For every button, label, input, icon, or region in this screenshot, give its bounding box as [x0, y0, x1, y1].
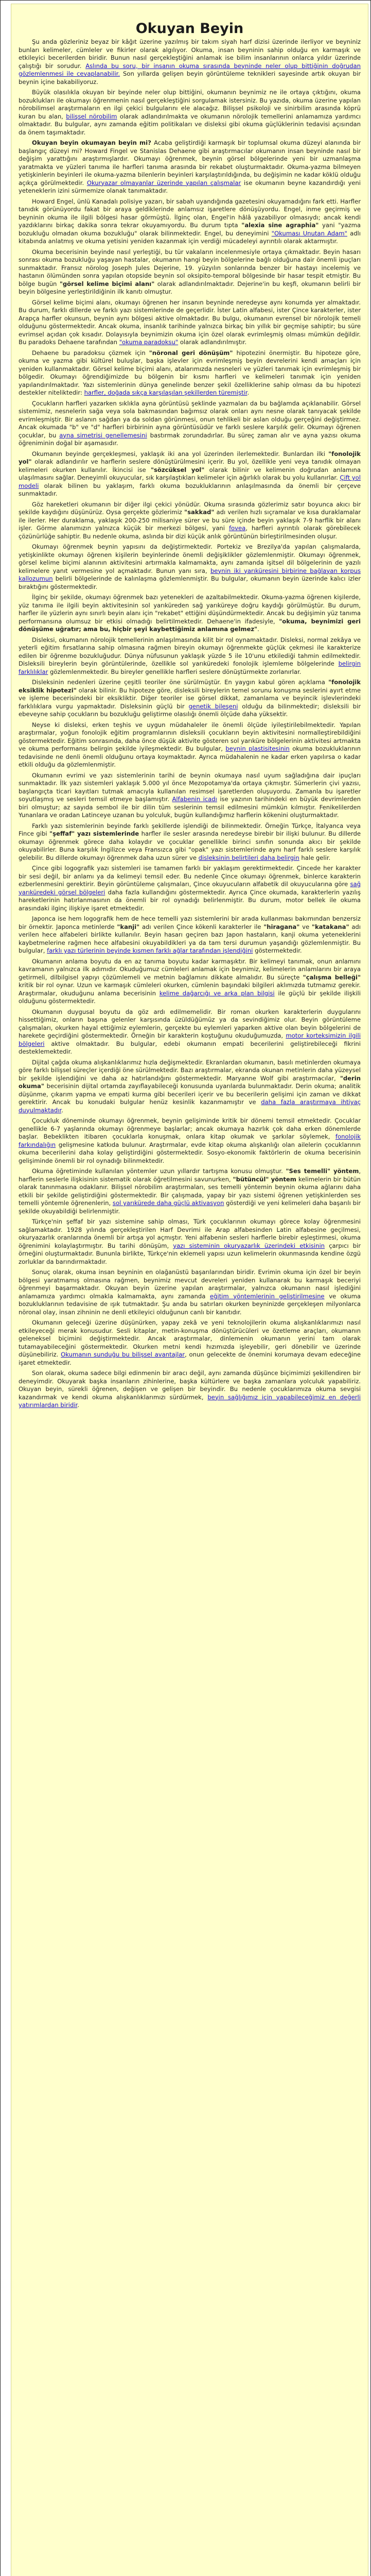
paragraph — [19, 1008, 361, 1056]
text-run: Çocukluk döneminde okumayı öğrenmek, beynin gelişiminde kritik bir dönemi temsil etmektedir. Çocuklar genellikle 6-7 yaşlarında okumayı öğrenmeye başlarlar; ancak okumaya hazırlık çok daha erken dönemlerde başlar. Bebeklikten itibaren çocuklarla konuşmak, onlara kitap okumak ve şarkılar söylemek, — [19, 1117, 361, 1140]
text-run: Okuma öğretiminde kullanılan yöntemler uzun yıllardır tartışma konusu olmuştur. — [32, 1167, 286, 1175]
text-run: Okumanın evrimi ve yazı sistemlerinin tarihi de beynin okumaya nasıl uyum sağladığına dair ipuçları sunmaktadır. İlk yazı sistemleri yaklaşık 5.000 yıl önce Mezopotamya'da ortaya çıkmıştır. Sümerlerin çivi yazısı, başlangıçta ticari kayıtları tutmak amacıyla kullanılan resimsel işaretlerden oluşuyordu. Zamanla bu işaretler soyutlaşmış ve sesleri temsil etmeye başlamıştır. — [19, 771, 361, 803]
text-run: olarak bilinir ve kelimenin doğrudan anlamına ulaşılmasını sağlar. Deneyimli okuyucular, sık karşılaştıkları kelimeler için ağırlıklı olarak bu yolu kullanırlar. — [19, 466, 361, 481]
inline-link[interactable]: eğitim yöntemlerinin geliştirilmesine — [209, 1292, 325, 1300]
paragraph — [19, 1268, 361, 1316]
text-run: ile güçlü bir şekilde ilişkili olduğunu göstermektedir. — [19, 989, 361, 1005]
text-run: kritik bir rol oynar. Uzun ve karmaşık cümleleri okurken, cümlenin başındaki bilgileri aklımızda tutmamız gerekir. Araştırmalar, okuduğunu anlama becerisinin — [19, 981, 361, 997]
text-run: . — [77, 1401, 79, 1409]
bold-text: Okuyan beyin okumayan beyin mi? — [32, 139, 154, 146]
paragraph — [19, 1117, 361, 1165]
paragraph — [19, 594, 361, 634]
text-run: bastırmak zorundadırlar. Bu süreç zaman alır ve ayna yazısı okuma öğreniminin doğal bir aşamasıdır. — [19, 431, 361, 447]
inline-link[interactable]: "Okuması Unutan Adam" — [271, 229, 347, 237]
article-body — [19, 38, 361, 2576]
text-run: olarak bilinen bu yaklaşım, farklı okuma bozukluklarının anlaşılmasında da önemli bir çerçeve sunmaktadır. — [19, 482, 361, 497]
bold-text: "şeffaf" yazı sistemlerinde — [49, 830, 139, 837]
text-run: ise yazının tarihindeki en büyük devrimlerden biri olmuştur; az sayıda sembol ile bir dilin tüm seslerinin temsil edilmesini mümkün kılmıştır. Fenikelilerden Yunanlara ve oradan Latinceye uzanan bu yolculuk, bugün kullandığımız harflerin kökenini oluşturmaktadır. — [19, 795, 361, 819]
text-run: daha fazla kullandığını göstermektedir. Ayrıca Çince okumada, karakterlerin yazılış hareketlerinin hatırlanmasının da önemli bir rol oynadığı belirlenmiştir. Bu durum, motor bellek ile okuma arasındaki ilginç ilişkiye işaret etmektedir. — [19, 888, 361, 912]
text-run: , harflerin seslerle ilişkisinin sistematik olarak öğretilmesini savunurken, — [19, 1167, 361, 1183]
text-run: Disleksi, okumanın nörolojik temellerinin anlaşılmasında kilit bir rol oynamaktadır. Disleksi, normal zekâya ve yeterli eğitim fırsatlarına sahip olmasına rağmen bireyin okumayı öğrenmekte güçlük çekmesi ile karakterize edilen bir öğrenme bozukluğudur. Dünya nüfusunun yaklaşık yüzde 5 ile 10'unu etkilediği tahmin edilmektedir. Disleksili bireylerin beyin görüntülerinde, özellikle sol yarıküredeki fonolojik işlemleme bölgelerinde — [19, 636, 361, 667]
text-run: . — [247, 389, 250, 396]
paragraph — [19, 349, 361, 397]
text-run: adlı kitabında anlatmış ve okuma yetisini yeniden kazanmak için verdiği mücadeleyi ayrıntılı olarak aktarmıştır. — [19, 229, 361, 245]
paragraph — [19, 89, 361, 137]
text-run: ise okumanın beyne kazandırdığı yeni yeteneklerin izini sürmemize olanak tanımaktadır. — [19, 179, 361, 194]
text-run: Farklı yazı sistemlerinin beyinde farklı şekillerde işlendiği de bilinmektedir. Örneğin Türkçe, İtalyanca veya Fince gibi — [19, 822, 361, 837]
article-panel — [11, 4, 368, 2576]
text-run: gelişmesine katkıda bulunur. Araştırmalar, evde kitap okuma alışkanlığı olan ailelerin çocuklarının okuma becerilerini daha kolay geliştirdiğini göstermektedir. Sosyo-ekonomik faktörlerin de okuma becerisinin gelişiminde önemli bir rol oynadığı bilinmektedir. — [19, 1141, 361, 1164]
text-run: Çocukların harfleri yazarken sıklıkla ayna görüntüsü şeklinde yazmaları da bu bağlamda açıklanabilir. Görsel sistemimiz, nesnelerin sağa veya sola bakmasından bağımsız olarak onları aynı nesne olarak tanıyacak şekilde evrimleşmiştir. Bir aslanın sağdan ya da soldan görünmesi, onun tehlikeli bir aslan olduğu gerçeğini değiştirmez. Ancak okumada "b" ve "d" harfleri birbirinin ayna görüntüsüdür ve farklı seslere karşılık gelir. Okumayı öğrenen çocuklar, bu — [19, 399, 361, 439]
text-run: Okuma becerisinin beyinde nasıl yerleştiği, bu tür vakaların incelenmesiyle ortaya çıkmaktadır. Beyin hasarı sonrası okuma bozukluğu yaşayan hastalar, okumanın hangi beyin bölgelerine bağlı olduğuna dair önemli ipuçları sunmaktadır. Fransız nörolog Joseph Jules Dejerine, 19. yüzyılın sonlarında benzer bir hastayı incelemiş ve hastanın ölümünden sonra yapılan otopside beynin sol oksipito-temporal bölgesinde bir hasar tespit etmiştir. Bu bölge bugün — [19, 248, 361, 287]
bold-text: "kanji" — [117, 923, 140, 930]
inline-link[interactable]: fonolojik farkındalığın — [19, 1133, 361, 1148]
paragraph — [19, 772, 361, 820]
bold-text: "fonolojik eksiklik hipotezi" — [19, 679, 361, 694]
text-run: Disleksinin nedenleri üzerine çeşitli teoriler öne sürülmüştür. En yaygın kabul gören açıklama — [32, 679, 329, 686]
text-run: Acaba geliştirdiği karmaşık bir toplumsal okuma düzeyi alanında bir başlangıç düzeyi mi? Howard Fingel ve Stanislas Dehaene gibi araştırmacılar okumanın insan beyninde nasıl bir değişim yarattığını araştırmışlardır. Okumayı öğrenmek, beynin görsel bölgelerinde yeni bir uzmanlaşma yaratmakta ve yüzleri tanıma ile harfleri tanıma arasında bir rekabet oluşturmaktadır. Okuma-yazma bilmeyen yetişkinlerin beyinleri ile okuma-yazma bilenlerin beyinleri karşılaştırıldığında, bu değişimin ne kadar köklü olduğu açıkça görülmektedir. — [19, 139, 361, 187]
inline-link[interactable]: disleksinin belirtileri daha belirgin — [198, 854, 299, 861]
paragraph — [19, 299, 361, 347]
inline-link[interactable]: harfler, doğada sıkça karşılaşılan şekillerden türemiştir — [84, 389, 248, 396]
paragraph — [19, 679, 361, 719]
inline-link[interactable]: farklı yazı türlerinin beyinde kısmen farklı ağlar tarafından işlendiğini — [47, 947, 253, 954]
inline-link[interactable]: belirgin farklılıklar — [19, 660, 361, 675]
text-run: Göz hareketleri okumanın bir diğer ilgi çekici yönüdür. Okuma sırasında gözlerimiz satır boyunca akıcı bir şekilde kaydığını düşünürüz. Oysa gerçekte gözlerimiz — [19, 500, 361, 516]
text-run: olarak adlandırılır ve harflerin seslere dönüştürülmesini içerir. Bu yol, özellikle yeni veya tanıdık olmayan kelimeleri okurken kullanılır. İkincisi ise — [19, 458, 361, 473]
inline-link[interactable]: motor korteksimizin ilgili bölgeleri — [19, 1032, 361, 1047]
text-run: olarak adlandırılmıştır. — [178, 338, 247, 346]
text-run: Okumanın geleceği üzerine düşünürken, yapay zekâ ve yeni teknolojilerin okuma alışkanlıklarımızı nasıl etkileyeceği merak konusudur. Sesli kitaplar, metin-konuşma dönüştürücüleri ve özetleme araçları, okumanın geleneksel biçimini değiştirmektedir. Ancak araştırmalar, dinlemenin okumanın yerini tam olarak tutamayabileceğini göstermektedir. Okurken metni kendi hızımızda işleyebilir, geri dönebilir ve üzerinde düşünebiliriz. — [19, 1319, 361, 1358]
text-run: Görsel kelime biçimi alanı, okumayı öğrenen her insanın beyninde neredeyse aynı konumda yer almaktadır. Bu durum, farklı dillerde ve farklı yazı sistemlerinde de geçerlidir. İster Latin alfabesi, ister Çince karakterler, ister Arapça harfler okunsun, beynin aynı bölgesi aktive olmaktadır. Bu bulgu, okumanın evrensel bir nörolojik temeli olduğunu göstermektedir. Ancak okuma, insanlık tarihinde yalnızca birkaç bin yıllık bir geçmişe sahiptir; bu süre evrimsel açıdan çok kısadır. Dolayısıyla beynimizin okuma için özel olarak evrimleşmiş olması mümkün değildir. Bu paradoks Dehaene tarafından — [19, 298, 361, 346]
text-run: göstermektedir. — [253, 947, 302, 954]
bold-text: "bütüncül" yöntem — [233, 1175, 296, 1183]
inline-link[interactable]: beynin plastisitesinin — [225, 745, 290, 752]
inline-link[interactable]: bilişsel nörobilim — [66, 112, 117, 120]
text-run: harfler ile sesler arasında neredeyse birebir bir ilişki bulunur. Bu dillerde okumayı öğrenmek görece daha kolaydır ve çocuklar genellikle birinci sınıfın sonunda akıcı bir şekilde okuyabilirler. Buna karşılık İngilizce veya Fransızca gibi "opak" yazı sistemlerinde aynı harf farklı seslere karşılık gelebilir. Bu dillerde okumayı öğrenmek daha uzun sürer ve — [19, 830, 361, 861]
inline-link[interactable]: Okuryazar olmayanlar üzerinde yapılan çalışmalar — [86, 179, 241, 187]
text-run: olarak adlandırılmaktadır. Dejerine'in bu keşfi, okumanın belirli bir beyin bölgesine yerleştirildiğinin ilk kanıtı olmuştur. — [19, 280, 361, 295]
text-run: Türkçe'nin şeffaf bir yazı sistemine sahip olması, Türk çocuklarının okumayı görece kolay öğrenmesini sağlamaktadır. 1928 yılında gerçekleştirilen Harf Devrimi ile Arap alfabesinden Latin alfabesine geçilmesi, okuryazarlık oranlarında önemli bir artışa yol açmıştır. Yeni alfabenin sesleri harflerle birebir eşleştirmesi, okuma öğrenimini kolaylaştırmıştır. Bu tarihi dönüşüm, — [19, 1218, 361, 1249]
paragraph — [19, 1218, 361, 1266]
paragraph — [19, 636, 361, 676]
inline-link[interactable]: Aslında bu soru, bir insanın okuma sırasında beyninde neler olup bittiğinin doğrudan gözlemlenmesi ile cevaplanabilir. — [19, 62, 361, 77]
text-run: olduğu da bilinmektedir; disleksili bir ebeveyne sahip çocukların bu bozukluğu geliştirme olasılığı önemli ölçüde daha yüksektir. — [19, 702, 361, 718]
text-run: okuma bozukluklarının tedavisinde ne denli önemli olduğunu ortaya koymaktadır. Ayrıca müdahalenin ne kadar erken yapılırsa o kadar etkili olduğu da gözlemlenmiştir. — [19, 745, 361, 768]
text-run: olarak adlandırılmakta ve okumanın nörolojik temellerini anlamamıza yardımcı olmaktadır. Bu bulgular, aynı zamanda eğitim politikaları ve disleksi gibi okuma güçlüklerinin tedavisi açısından da önem taşımaktadır. — [19, 112, 361, 136]
text-run: Son olarak, okuma sadece bilgi edinmenin bir aracı değil, aynı zamanda düşünce biçimimizi şekillendiren bir deneyimdir. Okuyarak başka insanların zihinlerine, başka kültürlere ve başka zamanlara yolculuk yapabiliriz. Okuyan beyin, sürekli öğrenen, değişen ve gelişen bir beyindir. Bu nedenle çocuklarımıza okuma sevgisi kazandırmak ve kendi okuma alışkanlıklarımızı sürdürmek, — [19, 1369, 361, 1401]
page-title: Okuyan Beyin — [135, 21, 244, 37]
text-run: Çince gibi logografik yazı sistemleri ise tamamen farklı bir yaklaşım gerektirmektedir. Çincede her karakter bir sesi değil, bir anlamı ya da kelimeyi temsil eder. Bu nedenle Çince okumayı öğrenmek, binlerce karakterin ezberlenmesini gerektirir. Beyin görüntüleme çalışmaları, Çince okuyucuların alfabetik dil okuyucularına göre — [19, 865, 361, 888]
text-run: Japonca ise hem logografik hem de hece temelli yazı sistemlerini bir arada kullanması bakımından benzersiz bir örnektir. Japonca metinlerde — [19, 915, 361, 930]
text-run: gözlemlenmektedir. Bu bireyler genellikle harfleri seslere dönüştürmekte zorlanırlar. — [48, 668, 302, 675]
bold-text: "sakkad" — [184, 509, 215, 516]
text-run: Sonuç olarak, okuma insan beyninin en olağanüstü başarılarından biridir. Evrimin okuma için özel bir beyin bölgesi yaratmamış olmasına rağmen, beynimiz mevcut devreleri yeniden kullanarak bu karmaşık beceriyi öğrenmeyi başarmaktadır. Okuyan beyin üzerine yapılan araştırmalar, yalnızca okumanın nasıl işlediğini anlamamıza yardımcı olmakla kalmamakta, aynı zamanda — [19, 1268, 361, 1300]
inline-link[interactable]: beyin sağlığımız için yapabileceğimiz en değerli yatırımlardan biridir — [19, 1393, 361, 1409]
text-run: , onun gelecekte de önemini korumaya devam edeceğine işaret etmektedir. — [19, 1351, 361, 1366]
text-run: hipotezini önermiştir. Bu hipoteze göre, okuma ve yazma gibi kültürel buluşlar, başka işlevler için evrimleşmiş beyin devrelerini kendi amaçları için yeniden kullanmaktadır. Görsel kelime biçimi alanı, atalarımızda nesneleri ve yüzleri tanımak için evrimleşmiş bir bölgedir. Okumayı öğrendiğimizde bu bölgenin bir kısmı harfleri ve kelimeleri tanımak için yeniden yapılandırılmaktadır. Yazı sistemlerinin dünya genelinde benzer şekil özelliklerine sahip olması da bu hipotezi destekler niteliktedir: — [19, 349, 361, 396]
text-run: çarpıcı bir örneğini oluşturmaktadır. Bununla birlikte, Türkçe'nin eklemeli yapısı uzun kelimelerin okunmasında kendine özgü zorluklar da barındırmaktadır. — [19, 1242, 361, 1265]
text-run: Okumanın duygusal boyutu da göz ardı edilmemelidir. Bir roman okurken karakterlerin duygularını hissettiğimiz, onların başına gelenler karşısında üzüldüğümüz ya da sevindiğimiz olur. Beyin görüntüleme çalışmaları, okurken hayal ettiğimiz eylemlerin, gerçekte bu eylemleri yaparken aktive olan beyin bölgelerini de harekete geçirdiğini göstermektedir. Örneğin bir karakterin koştuğunu okuduğumuzda, — [19, 1008, 361, 1039]
paragraph — [19, 139, 361, 195]
text-run: ve — [299, 923, 312, 930]
text-run: adı verilen Çince kökenli karakterler ile — [139, 923, 264, 930]
text-run: Büyük olasılıkla okuyan bir beyinde neler olup bittiğini, okumanın beynimiz ne ile ortaya çıktığını, okuma bozuklukları ile okumayı öğrenmenin nasıl gerçekleştiğini sorgulamak istersiniz. Bu yazıda, okuma üzerine yapılan nörobilimsel araştırmaların en ilgi çekici bulgularını ele alacağız. Bilişsel psikoloji ve sinirbilim arasında köprü kuran bu alan, — [19, 89, 361, 120]
paragraph — [19, 1319, 361, 1367]
text-run: adı verilen hızlı sıçramalar ve kısa duraklamalar ile ilerler. Her duraklama, yaklaşık 200-250 milisaniye sürer ve bu süre içinde beyin yaklaşık 7-9 harflik bir alanı işler. Görme alanımızın yalnızca küçük bir merkezi bölgesi, yani — [19, 509, 361, 532]
text-run: kelimelerin bir bütün olarak tanınmasına odaklanır. Bilişsel nörobilim araştırmaları, ses temelli yöntemin beynin okuma ağlarını daha etkili bir şekilde geliştirdiğini göstermektedir. Bir çalışmada, yapay bir yazı sistemi öğrenen yetişkinlerden ses temelli yöntemle öğrenenlerin, — [19, 1175, 361, 1207]
paragraph — [19, 248, 361, 296]
paragraph — [19, 958, 361, 1006]
text-run: Dijital çağda okuma alışkanlıklarımız hızla değişmektedir. Ekranlardan okumanın, basılı metinlerden okumaya göre farklı bilişsel süreçler içerdiği öne sürülmektedir. Bazı araştırmalar, ekranda okunan metinlerin daha yüzeysel bir şekilde işlendiğini ve daha az hatırlandığını göstermektedir. Maryanne Wolf gibi araştırmacılar, — [19, 1058, 361, 1082]
bold-text: "okuma, beynimizi geri dönüşüme uğratır; ama bu, hiçbir şeyi kaybettiğimiz anlamına gelmez" — [19, 617, 361, 633]
inline-link[interactable]: Alfabenin icadı — [172, 795, 217, 803]
bold-text: "fonolojik yol" — [19, 450, 361, 465]
text-run: Okumayı öğrenmek beynin yapısını da değiştirmektedir. Portekiz ve Brezilya'da yapılan çalışmalarda, yetişkinlikte okumayı öğrenen kişilerin beyinlerinde önemli değişiklikler gözlemlenmiştir. Okumayı öğrenmek, görsel kelime biçimi alanının aktivitesini artırmakla kalmamakta, aynı zamanda işitsel dil bölgelerinin de yazılı kelimelere yanıt vermesine yol açmaktadır. Bunun yanı sıra, — [19, 543, 361, 574]
paragraph — [19, 1369, 361, 1410]
text-run: belirli bölgelerinde de kalınlaşma gözlemlenmiştir. Bu bulgular, okumanın beyin üzerinde kalıcı izler bıraktığını göstermektedir. — [19, 575, 361, 590]
paragraph — [19, 450, 361, 498]
bold-text: "sözcüksel yol" — [150, 466, 205, 473]
inline-link[interactable]: "okuma paradoksu" — [119, 338, 179, 346]
text-run: Dehaene bu paradoksu çözmek için — [32, 349, 149, 357]
paragraph — [19, 822, 361, 862]
inline-link[interactable]: Çift yol modeli — [19, 474, 361, 489]
bold-text: "nöronal geri dönüşüm" — [149, 349, 233, 357]
text-run: ve okuma bozukluklarının tedavisine de ışık tutmaktadır. Şu anda bu satırları okurken beyninizde gerçekleşen milyonlarca nöronal olay, insan zihninin ne denli etkileyici olduğunun canlı bir kanıtıdır. — [19, 1292, 361, 1316]
text-run: becerisinin dijital ortamda zayıflayabileceği konusunda uyarılarda bulunmaktadır. Derin okuma; analitik düşünme, çıkarım yapma ve empati kurma gibi becerileri içerir ve bu becerilerin gelişimi için zaman ve dikkat gerektirir. Ancak bu konudaki bulgular henüz kesinlik kazanmamıştır ve — [19, 1082, 361, 1106]
text-run: Okumanın anlama boyutu da en az tanıma boyutu kadar karmaşıktır. Bir kelimeyi tanımak, onun anlamını kavramanın yalnızca ilk adımıdır. Okuduğumuz cümleleri anlamak için beynimiz, kelimelerin anlamlarını bir araya getirmeli, dilbilgisel yapıyı çözümlemeli ve metnin bağlamını dikkate almalıdır. Bu süreçte — [19, 957, 361, 981]
paragraph — [19, 501, 361, 541]
text-run: gösterdiği ve yeni kelimeleri daha başarılı bir şekilde okuyabildiği belirlenmiştir. — [19, 1199, 361, 1215]
text-run: İlginç bir şekilde, okumayı öğrenmek bazı yetenekleri de azaltabilmektedir. Okuma-yazma öğrenen kişilerde, yüz tanıma ile ilgili beyin aktivitesinin sol yarıküreden sağ yarıküreye doğru kaydığı görülmüştür. Bu durum, harfler ile yüzlerin aynı sınırlı beyin alanı için "rekabet" ettiğini düşündürmektedir. Ancak bu değişimin yüz tanıma performansına olumsuz bir etkisi olmadığı belirtilmektedir. Dehaene'in ifadesiyle, — [19, 594, 361, 625]
bold-text: "hiragana" — [263, 923, 300, 930]
text-run: Şu anda gözleriniz beyaz bir kâğıt üzerine yazılmış bir takım siyah harf dizisi üzerinde ilerliyor ve beyniniz bunları kelimeler, cümleler ve fikirler olarak algılıyor. Okuma, insan beyninin sahip olduğu en karmaşık ve etkileyici becerilerden biridir. Bunun nasıl gerçekleştiğini anlamak ise bilim insanlarının onlarca yıldır üzerinde çalıştığı bir sorudur. — [19, 38, 361, 70]
bold-text: "Ses temelli" yöntem — [286, 1167, 359, 1175]
text-run: Okumanın beyinde gerçekleşmesi, yaklaşık iki ana yol üzerinden ilerlemektedir. Bunlardan ilki — [32, 450, 329, 457]
text-run: , harfleri ayrıntılı olarak görebilecek çözünürlüğe sahiptir. Bu nedenle okuma, aslında bir dizi küçük anlık görüntünün birleştirilmesinden oluşur. — [19, 524, 361, 540]
inline-link[interactable]: genetik bileşeni — [188, 702, 238, 710]
paragraph — [19, 38, 361, 86]
inline-link[interactable]: yazı sisteminin okuryazarlık üzerindeki etkisinin — [173, 1242, 325, 1249]
paragraph — [19, 543, 361, 591]
bold-text: "görsel kelime biçimi alanı" — [59, 280, 155, 287]
paragraph — [19, 721, 361, 769]
text-run: yani "yazma bozukluğu olmadan okuma bozukluğu" olarak bilinmektedir. Engel, bu deneyimini — [19, 222, 361, 237]
paragraph — [19, 400, 361, 448]
inline-link[interactable]: fovea — [228, 524, 246, 532]
text-run: Howard Engel, ünlü Kanadalı polisiye yazarı, bir sabah uyandığında gazetesini okuyamadığını fark etti. Harfler tanıdık görünüyordu fakat bir araya geldiklerinde anlamsız işaretlere dönüşüyordu. Engel, inme geçirmiş ve beyninin okuma ile ilgili bölgesi hasar görmüştü. İlginç olan, Engel'in hâlâ yazabiliyor olmasıydı; ancak kendi yazdıklarını birkaç dakika sonra tekrar okuyamıyordu. Bu durum tıpta — [19, 197, 361, 229]
bold-text: "alexia sine agraphia" — [241, 222, 319, 229]
paragraph — [19, 915, 361, 955]
inline-link[interactable]: beynin iki yarıküresini birbirine bağlayan korpus kallozumun — [19, 567, 361, 582]
text-run: . — [61, 1106, 63, 1114]
bold-text: "katakana" — [311, 923, 349, 930]
inline-link[interactable]: sağ yarıküredeki görsel bölgeleri — [19, 880, 361, 896]
inline-link[interactable]: Okumanın sunduğu bu bilişsel avantajlar — [61, 1351, 185, 1358]
paragraph — [19, 1059, 361, 1115]
text-run: . — [257, 625, 259, 633]
paragraph — [19, 1167, 361, 1215]
text-run: Neyse ki disleksi, erken teşhis ve uygun müdahaleler ile önemli ölçüde iyileştirilebilmektedir. Yapılan araştırmalar, yoğun fonolojik eğitim programlarının disleksili çocukların beyin aktivitesini normalleştirebildiğini göstermektedir. Eğitim sonrasında, daha önce düşük aktivite gösteren sol yarıküre bölgelerinin aktivitesi artmakta ve okuma performansı belirgin şekilde iyileşmektedir. Bu bulgular, — [19, 721, 361, 752]
paragraph — [19, 198, 361, 246]
text-run: olarak bilinir. Bu hipoteze göre, disleksili bireylerin temel sorunu konuşma seslerini ayırt etme ve işleme becerisindeki bir eksikliktir. Diğer teoriler ise görsel dikkat, zamanlama ve beyincik işlevlerindeki farklılıklara vurgu yapmaktadır. Disleksinin güçlü bir — [19, 686, 361, 710]
text-run: Son yıllarda gelişen beyin görüntüleme teknikleri sayesinde artık okuyan bir beynin içine bakabiliyoruz. — [19, 70, 361, 86]
inline-link[interactable]: ayna simetrisi genellemesini — [59, 431, 147, 439]
inline-link[interactable]: sol yarıkürede daha güçlü aktivasyon — [112, 1199, 224, 1207]
bold-text: "derin okuma" — [19, 1074, 361, 1090]
paragraph — [19, 865, 361, 912]
bold-text: "çalışma belleği" — [303, 973, 361, 981]
inline-link[interactable]: kelime dağarcığı ve arka plan bilgisi — [159, 989, 275, 997]
text-run: adı verilen hece alfabeleri birlikte kullanılır. Beyin hasarı geçiren bazı Japon hastaların, kanji okuma yeteneklerini kaybetmelerine rağmen hece alfabesini okuyabildikleri ya da tam tersi durumun yaşandığı gözlemlenmiştir. Bu bulgular, — [19, 923, 361, 954]
text-run: aktive olmaktadır. Bu bulgular, edebi okumanın empati becerilerini geliştirebileceği fikrini desteklemektedir. — [19, 1040, 361, 1055]
inline-link[interactable]: daha fazla araştırmaya ihtiyaç duyulmaktadır — [19, 1098, 361, 1114]
text-run: hale gelir. — [299, 854, 331, 861]
